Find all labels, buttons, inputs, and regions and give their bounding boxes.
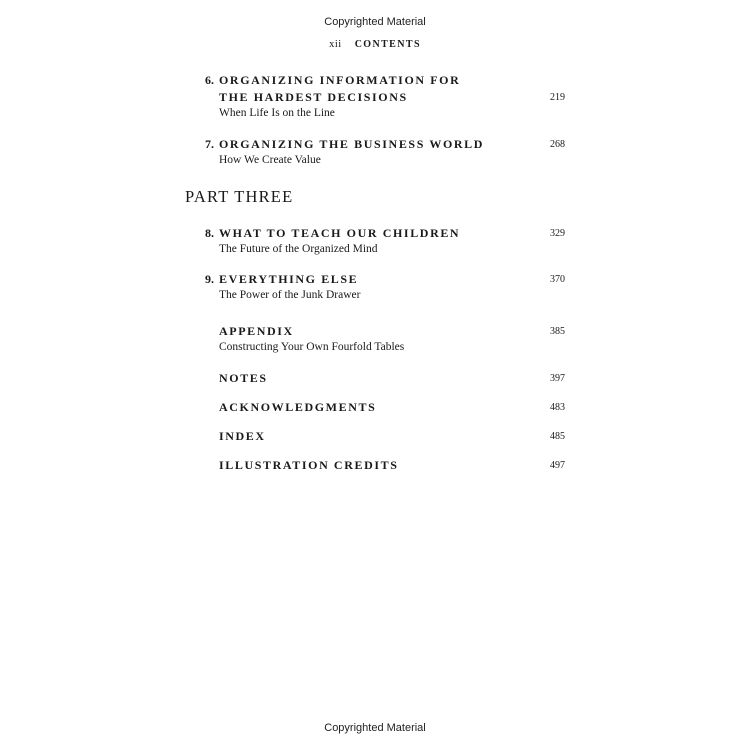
chapter-title-line1: ORGANIZING INFORMATION FOR	[219, 73, 461, 87]
chapter-title: EVERYTHING ELSE	[219, 272, 359, 286]
chapter-title: WHAT TO TEACH OUR CHILDREN	[219, 226, 461, 240]
chapter-number: 8.	[205, 226, 214, 240]
page-number: 497	[550, 460, 565, 471]
section-title: ILLUSTRATION CREDITS	[219, 458, 399, 472]
running-head-title: CONTENTS	[354, 39, 421, 50]
page-number: 219	[550, 92, 565, 103]
chapter-subtitle: The Future of the Organized Mind	[219, 243, 378, 255]
part-heading: PART THREE	[185, 187, 294, 206]
chapter-number: 9.	[205, 272, 214, 286]
copyright-watermark-top: Copyrighted Material	[324, 16, 426, 28]
copyright-watermark-bottom: Copyrighted Material	[324, 722, 426, 734]
chapter-number: 6.	[205, 73, 214, 87]
chapter-title: ORGANIZING THE BUSINESS WORLD	[219, 137, 485, 151]
page-number: 385	[550, 326, 565, 337]
section-title: APPENDIX	[219, 324, 294, 338]
chapter-title-line2: THE HARDEST DECISIONS	[219, 90, 408, 104]
chapter-subtitle: When Life Is on the Line	[219, 107, 335, 119]
chapter-subtitle: The Power of the Junk Drawer	[219, 289, 361, 301]
page-number: 397	[550, 373, 565, 384]
section-subtitle: Constructing Your Own Fourfold Tables	[219, 341, 405, 353]
section-title: NOTES	[219, 371, 268, 385]
page-number: 329	[550, 228, 565, 239]
chapter-number: 7.	[205, 137, 214, 151]
page-number: 370	[550, 274, 565, 285]
folio: xii	[329, 39, 342, 50]
page-number: 268	[550, 139, 565, 150]
chapter-subtitle: How We Create Value	[219, 154, 321, 166]
section-title: INDEX	[219, 429, 266, 443]
page-number: 485	[550, 431, 565, 442]
page-number: 483	[550, 402, 565, 413]
running-head	[0, 39, 750, 50]
section-title: ACKNOWLEDGMENTS	[219, 400, 377, 414]
